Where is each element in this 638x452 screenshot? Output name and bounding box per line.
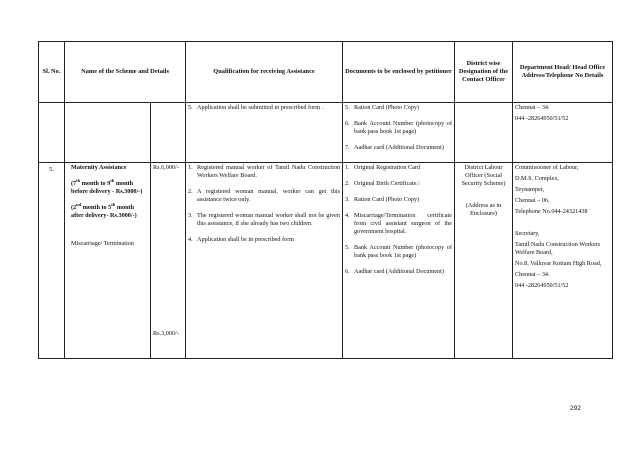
cell-name-empty <box>65 103 151 163</box>
qualification-item <box>188 212 340 228</box>
qualification-item <box>188 164 340 180</box>
cell-scheme-name <box>65 163 151 359</box>
officer-designation: District Labour Officer (Social Security Scheme) <box>461 164 506 187</box>
cell-documents-cont <box>343 103 455 163</box>
header-department: Department Head/ Head Office Address/Telephone No Details <box>513 42 613 103</box>
department-line: Secretary, <box>515 230 540 237</box>
header-contact-officer: District wise Designation of the Contact Officer <box>455 42 513 103</box>
document-item-text: Bank Account Number (photocopy of bank pass book 1st page) <box>354 120 453 135</box>
header-qualification: Qualification for receiving Assistance <box>186 42 343 103</box>
document-item-number: 1. <box>345 164 350 171</box>
header-row <box>39 42 613 103</box>
document-item <box>345 144 452 152</box>
qualification-item <box>188 104 340 112</box>
qualification-item-text: Registered manual worker of Tamil Nadu Construction Workers Welfare Board. <box>197 164 341 179</box>
qualification-item-text: Application shall be submitted in prescribed form . <box>197 104 324 111</box>
document-item-number: 6. <box>345 268 350 275</box>
qualification-item-number: 3. <box>188 212 193 219</box>
document-item <box>345 120 452 136</box>
document-item <box>345 268 452 276</box>
document-item-text: Original Birth Certificate.\ <box>354 180 420 187</box>
department-line: Chennai – 34. <box>515 271 550 278</box>
department-line: Telephone No.044-24321438 <box>515 208 588 215</box>
scheme-title: Maternity Assistance <box>71 164 127 171</box>
table-row-continued <box>39 103 613 163</box>
document-item <box>345 212 452 236</box>
document-item-number: 6. <box>345 120 350 127</box>
qualification-item-text: A registered woman manual, worker can get this assistance twice only. <box>197 188 341 203</box>
amount-miscarriage: Rs.3,000/- <box>153 330 179 337</box>
document-item-number: 7. <box>345 144 350 151</box>
department-line: Commissioner of Labour, <box>515 164 579 171</box>
qualification-item-number: 1. <box>188 164 193 171</box>
department-line: Chennai – 06. <box>515 197 550 204</box>
document-item-number: 5. <box>345 244 350 251</box>
qualification-item-number: 4. <box>188 236 193 243</box>
document-item-number: 2. <box>345 180 350 187</box>
document-item-number: 3. <box>345 196 350 203</box>
header-scheme-name: Name of the Scheme and Details <box>65 42 186 103</box>
cell-qualification <box>186 163 343 359</box>
scheme-table <box>38 41 613 359</box>
department-line: Tamil Nadu Construction Workers Welfare Board, <box>515 241 601 256</box>
document-item-text: Ration Card (Photo Copy) <box>354 104 420 111</box>
department-line: 044 -28264950/51/52 <box>515 282 569 289</box>
department-line: Chennai – 34. <box>515 104 550 111</box>
document-item <box>345 196 452 204</box>
cell-qualification-cont <box>186 103 343 163</box>
document-item-text: Bank Account Number (photocopy of bank pass book 1st page) <box>354 244 453 259</box>
document-item <box>345 244 452 260</box>
department-line: D.M.S. Complex, <box>515 175 559 182</box>
header-sl: Sl. No. <box>39 42 65 103</box>
cell-documents <box>343 163 455 359</box>
document-item <box>345 164 452 172</box>
cell-sl: 5. <box>39 163 65 359</box>
document-item-text: Ration Card (Photo Copy) <box>354 196 420 203</box>
cell-amount <box>151 163 186 359</box>
cell-department <box>513 163 613 359</box>
document-item-number: 5. <box>345 104 350 111</box>
qualification-item <box>188 188 340 204</box>
page-number: 292 <box>570 405 581 412</box>
qualification-item-text: The registered woman manual worker shall not be given this assistance, if she already has two children. <box>197 212 341 227</box>
department-line: Teynampet, <box>515 186 544 193</box>
scheme-miscarriage: Miscarriage/ Termination <box>71 240 134 247</box>
document-item-number: 4. <box>345 212 350 219</box>
qualification-item-text: Application shall be in prescribed form <box>197 236 295 243</box>
cell-officer-empty <box>455 103 513 163</box>
document-item-text: Original Registration Card <box>354 164 421 171</box>
document-item <box>345 104 452 112</box>
officer-note: (Address as in Enclosure) <box>465 202 502 217</box>
qualification-item <box>188 236 340 244</box>
qualification-item-number: 2. <box>188 188 193 195</box>
document-item-text: Aadhar card (Additional Document) <box>354 268 444 275</box>
cell-sl-empty <box>39 103 65 163</box>
scheme-sub-before: (7th month to 9th month before delivery - Rs.3000/-) <box>71 177 143 195</box>
cell-amount-empty <box>151 103 186 163</box>
amount-maternity: Rs.6,000/- <box>153 164 179 171</box>
document-item-text: Aadhar card (Additional Document) <box>354 144 444 151</box>
document-item <box>345 180 452 188</box>
cell-contact-officer <box>455 163 513 359</box>
qualification-item-number: 5. <box>188 104 193 111</box>
header-documents: Documents to be enclosed by petitioner <box>343 42 455 103</box>
cell-department-cont <box>513 103 613 163</box>
table-row-maternity <box>39 163 613 359</box>
department-line: No.8, Valluvar Kottam High Road, <box>515 260 602 267</box>
department-line: 044 -28264950/51/52 <box>515 115 569 122</box>
scheme-sub-after: (2nd month to 5th month after delivery- Rs.3000/-) <box>71 201 137 219</box>
department-line <box>515 219 610 227</box>
document-item-text: Miscarriage/Termination certificate from civil assistant surgeon of the government hospital. <box>354 212 453 235</box>
